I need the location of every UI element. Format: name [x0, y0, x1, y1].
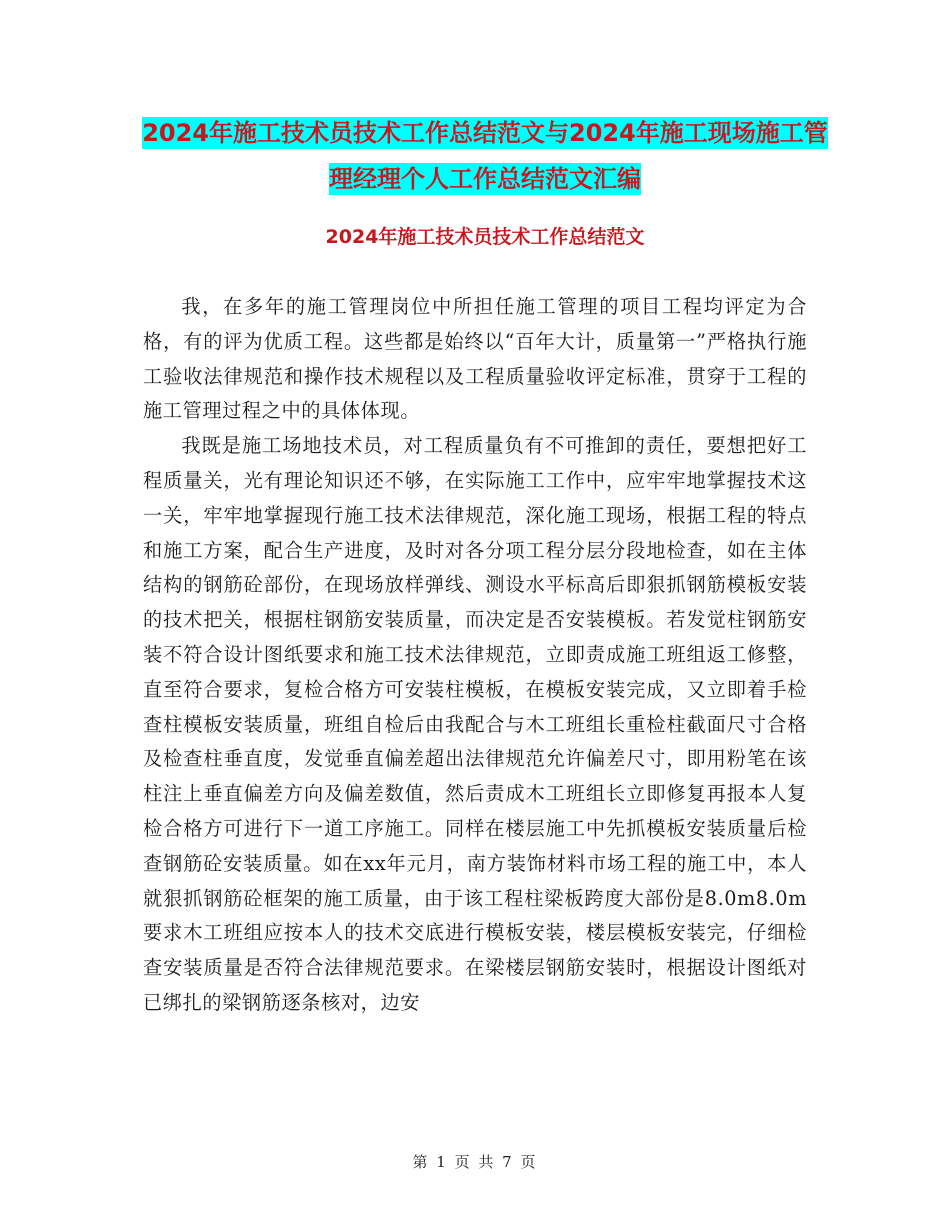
paragraph-1: 我，在多年的施工管理岗位中所担任施工管理的项目工程均评定为合格，有的评为优质工程。这些都是始终以“百年大计，质量第一”严格执行施工验收法律规范和操作技术规程以及工程质量验收评定标准，贯穿于工程的施工管理过程之中的具体体现。: [143, 295, 807, 423]
section-title: 2024年施工技术员技术工作总结范文: [325, 226, 645, 248]
page-footer: 第 1 页 共 7 页: [412, 1153, 538, 1171]
document-title: [140, 110, 830, 202]
document-body: [143, 290, 807, 1021]
paragraph-2: 我既是施工场地技术员，对工程质量负有不可推卸的责任，要想把好工程质量关，光有理论知识还不够，在实际施工工作中，应牢牢地掌握技术这一关，牢牢地掌握现行施工技术法律规范，深化施工现场，根据工程的特点和施工方案，配合生产进度，及时对各分项工程分层分段地检查，如在主体结构的钢筋砼部份，在现场放样弹线、测设水平标高后即狠抓钢筋模板安装的技术把关，根据柱钢筋安装质量，而决定是否安装模板。若发觉柱钢筋安装不符合设计图纸要求和施工技术法律规范，立即责成施工班组返工修整，直至符合要求，复检合格方可安装柱模板，在模板安装完成，又立即着手检查柱模板安装质量，班组自检后由我配合与木工班组长重检柱截面尺寸合格及检查柱垂直度，发觉垂直偏差超出法律规范允许偏差尺寸，即用粉笔在该柱注上垂直偏差方向及偏差数值，然后责成木工班组长立即修复再报本人复检合格方可进行下一道工序施工。同样在楼层施工中先抓模板安装质量后检查钢筋砼安装质量。如在xx年元月，南方装饰材料市场工程的施工中，本人就狠抓钢筋砼框架的施工质量，由于该工程柱梁板跨度大部份是8.0m8.0m要求木工班组应按本人的技术交底进行模板安装，楼层模板安装完，仔细检查安装质量是否符合法律规范要求。在梁楼层钢筋安装时，根据设计图纸对已绑扎的梁钢筋逐条核对，边安: [143, 434, 807, 1014]
document-title-text: 2024年施工技术员技术工作总结范文与2024年施工现场施工管理经理个人工作总结范文汇编: [142, 119, 828, 193]
